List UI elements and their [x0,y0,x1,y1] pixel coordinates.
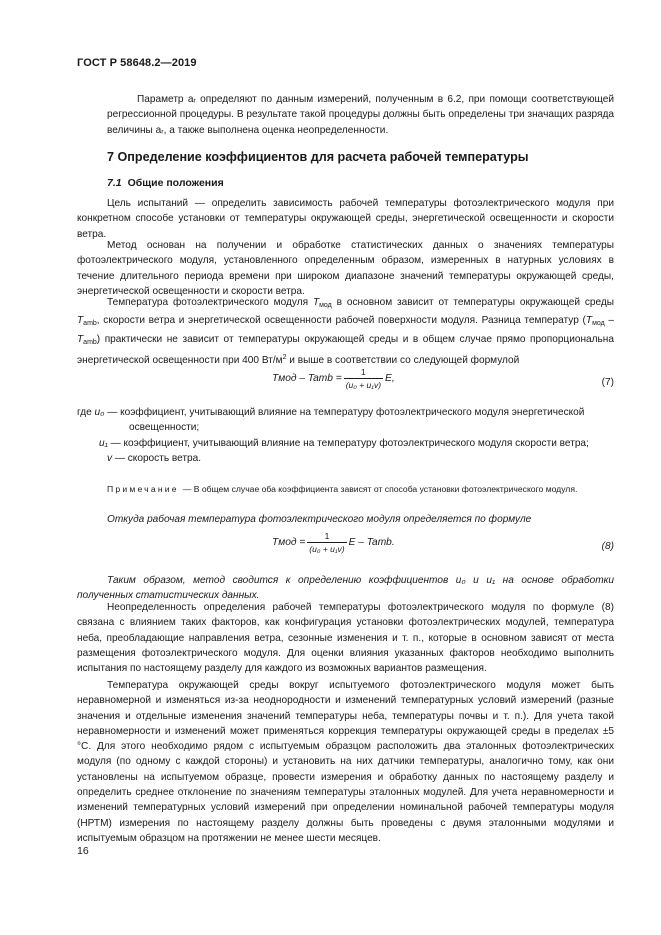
definitions-list [77,405,614,466]
note-text: — В общем случае оба коэффициента зависят от способа установки фотоэлектрического модуля. [182,484,578,494]
paragraph-method: Метод основан на получении и обработке статистических данных о значениях температуры фотоэлектрического модуля, установленного определенным образом, измеренных в натурных условиях в течение длительного периода времени при широком диапазоне значений температуры окружающей среды, энергетической освещенности и скорости ветра. [77,240,614,297]
eq8-fraction: $\frac{1}{\text{(u₀ + u₁v)}}$ [309,531,345,554]
equation-7 [272,367,395,390]
equation-8-number: (8) [601,541,614,552]
intro-paragraph: Параметр aᵣ определяют по данным измерений, полученным в 6.2, при помощи соответствующей регрессионной процедуры. В результате такой процедуры должны быть определены три значащих разряда величины aᵣ, а также выполнена оценка неопределенности. [107,94,614,136]
note-label: Примечание [107,484,179,494]
formula-intro: Откуда рабочая температура фотоэлектрического модуля определяется по формуле [107,514,532,525]
section-title: 7 Определение коэффициентов для расчета рабочей температуры [107,150,529,164]
eq8-rhs: E – Tamb. [348,537,395,548]
eq7-lhs: Tмод – Tamb = [272,373,342,384]
eq7-rhs: E, [385,373,395,384]
equation-8 [272,531,395,554]
paragraph-ambient: Температура окружающей среды вокруг испытуемого фотоэлектрического модуля может быть неравномерной и изменяться из-за неоднородности и изменений температурных условий измерений (разные значения и отдельные изменения значений температуры неба, температуры почвы и т. п.). Для учета такой неравномерности и изменений может применяться коррекция температуры окружающей среды в пределах ±5 °С. Для этого необходимо рядом с испытуемым образцом расположить два эталонных фотоэлектрических модуля (по одному с каждой стороны) и установить на них датчики температуры, аналогично тому, как они установлены на испытуемом образце, провести измерения и обработку данных по настоящему разделу и определить среднее отклонение по значениям температуры эталонных модулей. Для учета неравномерности и изменений температурных условий измерений при определении номинальной рабочей температуры модуля (НРТМ) измерения по настоящему разделу должны быть проведены с двумя эталонными модулями и испытуемым образцом на протяжении не менее шести месяцев. [77,680,614,844]
paragraph-temperature: Температура фотоэлектрического модуля $T_{мод}$ в основном зависит от температуры окружающей среды $T_{amb}$, скорости ветра и энергетической освещенности рабочей поверхности модуля. Разница температур $(T_{мод} - T_{amb})$ практически не зависит от температуры окружающей среды и в общем случае прямо пропорциональна энергетической освещенности при 400 $Вт/м^2$ и выше в соответствии со следующей формулой [77,297,615,366]
standard-header: ГОСТ Р 58648.2—2019 [77,57,197,69]
note [77,483,614,496]
eq7-fraction: $\frac{1}{\text{(u₀ + u₁v)}}$ [345,367,382,390]
subsection-title: Общие положения [127,177,224,189]
equation-7-number: (7) [601,377,614,388]
paragraph-goal: Цель испытаний — определить зависимость рабочей температуры фотоэлектрического модуля при конкретном способе установки от температуры окружающей среды, энергетической освещенности и скорости ветра. [77,198,614,240]
page-number: 16 [77,845,89,857]
definition-u1: u₁ — коэффициент, учитывающий влияние на температуру фотоэлектрического модуля скорости ветра; [99,437,589,449]
subsection-number: 7.1 [107,177,122,189]
eq8-lhs: Tмод = [272,537,306,548]
definition-u0: где u₀ — коэффициент, учитывающий влияние на температуру фотоэлектрического модуля энергетической освещенности; [77,407,585,434]
definition-v: v — скорость ветра. [107,452,202,464]
paragraph-uncertainty: Неопределенность определения рабочей температуры фотоэлектрического модуля по формуле (8) связана с влиянием таких факторов, как конфигурация установки фотоэлектрических модулей, температура неба, преобладающие направления ветра, сезонные изменения и т. п., которые в основном зависят от места размещения фотоэлектрического модуля. Для оценки влияния указанных факторов необходимо выполнить испытания по настоящему разделу для каждого из возможных вариантов размещения. [77,602,614,675]
subsection-heading [107,177,224,189]
paragraph-method-summary: Таким образом, метод сводится к определению коэффициентов u₀ и u₁ на основе обработки полученных статистических данных. [77,575,614,602]
